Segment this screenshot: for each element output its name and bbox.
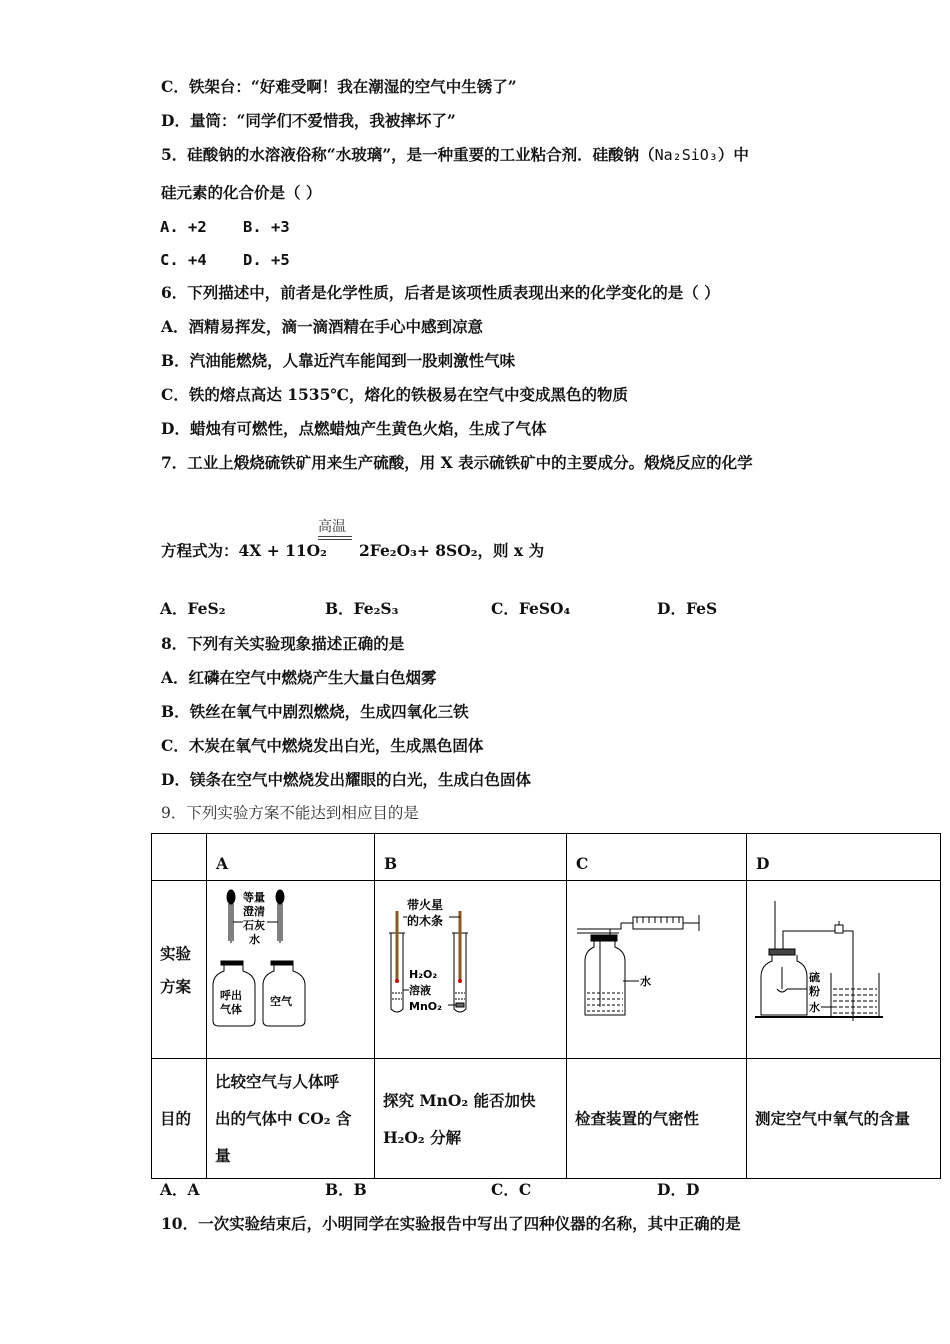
figure-d-oxygen-apparatus: [747, 881, 940, 1054]
purpose-d: 测定空气中氧气的含量: [747, 1059, 941, 1179]
table-header-b: B: [375, 834, 567, 881]
q9-option-a: A．A: [160, 1180, 200, 1199]
bottle-air: [263, 961, 305, 1026]
q8-option-c: C．木炭在氧气中燃烧发出白光，生成黑色固体: [161, 736, 484, 755]
q7-equals-bar: [318, 536, 352, 537]
figure-c-cell: [567, 881, 747, 1059]
purpose-a: 比较空气与人体呼 出的气体中 CO₂ 含 量: [207, 1059, 375, 1179]
table-row: [152, 834, 941, 881]
q7-stem: 7．工业上煅烧硫铁矿用来生产硫酸，用 X 表示硫铁矿中的主要成分。煅烧反应的化学: [161, 453, 753, 472]
label-splint-1: 带火星: [407, 898, 444, 912]
q7-condition: 高温: [318, 519, 346, 535]
q9-option-d: D．D: [657, 1180, 700, 1199]
row-label-purpose: 目的: [152, 1059, 207, 1179]
row-label-plan: 实验 方案: [152, 881, 207, 1059]
q8-stem: 8．下列有关实验现象描述正确的是: [161, 634, 405, 653]
q4-option-c: C．铁架台：“好难受啊！我在潮湿的空气中生锈了”: [161, 77, 517, 96]
label-drop-4: 水: [249, 933, 260, 946]
figure-d-cell: [747, 881, 941, 1059]
label-bottle-exhaled-1: 呼出: [220, 989, 242, 1002]
q4-option-d: D．量筒：“同学们不爱惜我，我被摔坏了”: [161, 111, 456, 130]
table-header-empty: [152, 834, 207, 881]
q10-stem: 10．一次实验结束后，小明同学在实验报告中写出了四种仪器的名称，其中正确的是: [161, 1214, 741, 1233]
syringe: [621, 915, 699, 931]
table-header-c: C: [567, 834, 747, 881]
purpose-b: 探究 MnO₂ 能否加快 H₂O₂ 分解: [375, 1059, 567, 1179]
label-water-d: 水: [809, 1001, 820, 1014]
q7-option-b: B．Fe₂S₃: [325, 599, 399, 618]
q5-option-a: A. +2: [160, 218, 207, 236]
label-bottle-air: 空气: [270, 995, 292, 1008]
q7-equation-right: 2Fe₂O₃+ 8SO₂，则 x 为: [359, 541, 545, 560]
label-bottle-exhaled-2: 气体: [220, 1003, 242, 1016]
q6-option-a: A．酒精易挥发，滴一滴酒精在手心中感到凉意: [161, 317, 484, 336]
label-solution: 溶液: [409, 984, 431, 997]
label-sulfur-2: 粉: [809, 985, 820, 998]
q7-option-a: A．FeS₂: [160, 599, 226, 618]
q6-option-b: B．汽油能燃烧，人靠近汽车能闻到一股刺激性气味: [161, 351, 516, 370]
label-splint-2: 的木条: [407, 914, 444, 928]
label-mno2: MnO₂: [409, 1000, 442, 1013]
label-drop-2: 澄清: [243, 905, 265, 918]
label-h2o2: H₂O₂: [409, 968, 438, 981]
q5-option-d: D. +5: [243, 251, 290, 269]
label-drop-1: 等量: [243, 891, 265, 904]
dropper-left: [227, 890, 235, 943]
q6-option-c: C．铁的熔点高达 1535℃，熔化的铁极易在空气中变成黑色的物质: [161, 385, 628, 404]
q9-stem: 9．下列实验方案不能达到相应目的是: [161, 804, 419, 822]
q8-option-b: B．铁丝在氧气中剧烈燃烧，生成四氧化三铁: [161, 702, 469, 721]
table-row: [152, 881, 941, 1059]
q7-option-c: C．FeSO₄: [491, 599, 571, 618]
gas-bottle: [585, 929, 625, 1015]
figure-b-test-tubes: [375, 881, 566, 1054]
label-sulfur-1: 硫: [809, 971, 820, 984]
label-water: 水: [640, 975, 651, 988]
q9-table: [151, 833, 941, 1179]
beaker: [831, 973, 879, 1017]
q9-option-c: C．C: [491, 1180, 532, 1199]
figure-b-cell: [375, 881, 567, 1059]
dropper-right: [276, 890, 284, 943]
q6-stem: 6．下列描述中，前者是化学性质，后者是该项性质表现出来的化学变化的是（ ）: [161, 283, 720, 302]
q5-stem-line2: 硅元素的化合价是（ ）: [161, 183, 322, 202]
table-header-a: A: [207, 834, 375, 881]
q5-stem-line1: 5．硅酸钠的水溶液俗称“水玻璃”，是一种重要的工业粘合剂．硅酸钠（Na₂SiO₃）中: [161, 145, 749, 164]
q9-option-b: B．B: [325, 1180, 367, 1199]
q8-option-d: D．镁条在空气中燃烧发出耀眼的白光，生成白色固体: [161, 770, 531, 789]
label-drop-3: 石灰: [243, 919, 265, 932]
q6-option-d: D．蜡烛有可燃性，点燃蜡烛产生黄色火焰，生成了气体: [161, 419, 547, 438]
purpose-c: 检查装置的气密性: [567, 1059, 747, 1179]
figure-a-droppers-bottles: [207, 881, 374, 1054]
figure-a-cell: [207, 881, 375, 1059]
q5-option-b: B. +3: [243, 218, 290, 236]
figure-c-syringe-bottle: [567, 881, 746, 1054]
table-row: [152, 1059, 941, 1179]
q5-option-c: C. +4: [160, 251, 207, 269]
table-header-d: D: [747, 834, 941, 881]
q7-option-d: D．FeS: [657, 599, 718, 618]
q7-equation-left: 方程式为：4X + 11O₂: [161, 541, 327, 560]
q8-option-a: A．红磷在空气中燃烧产生大量白色烟雾: [161, 668, 437, 687]
tube-horizontal: [577, 923, 621, 933]
q7-equals-bar: [318, 539, 352, 540]
